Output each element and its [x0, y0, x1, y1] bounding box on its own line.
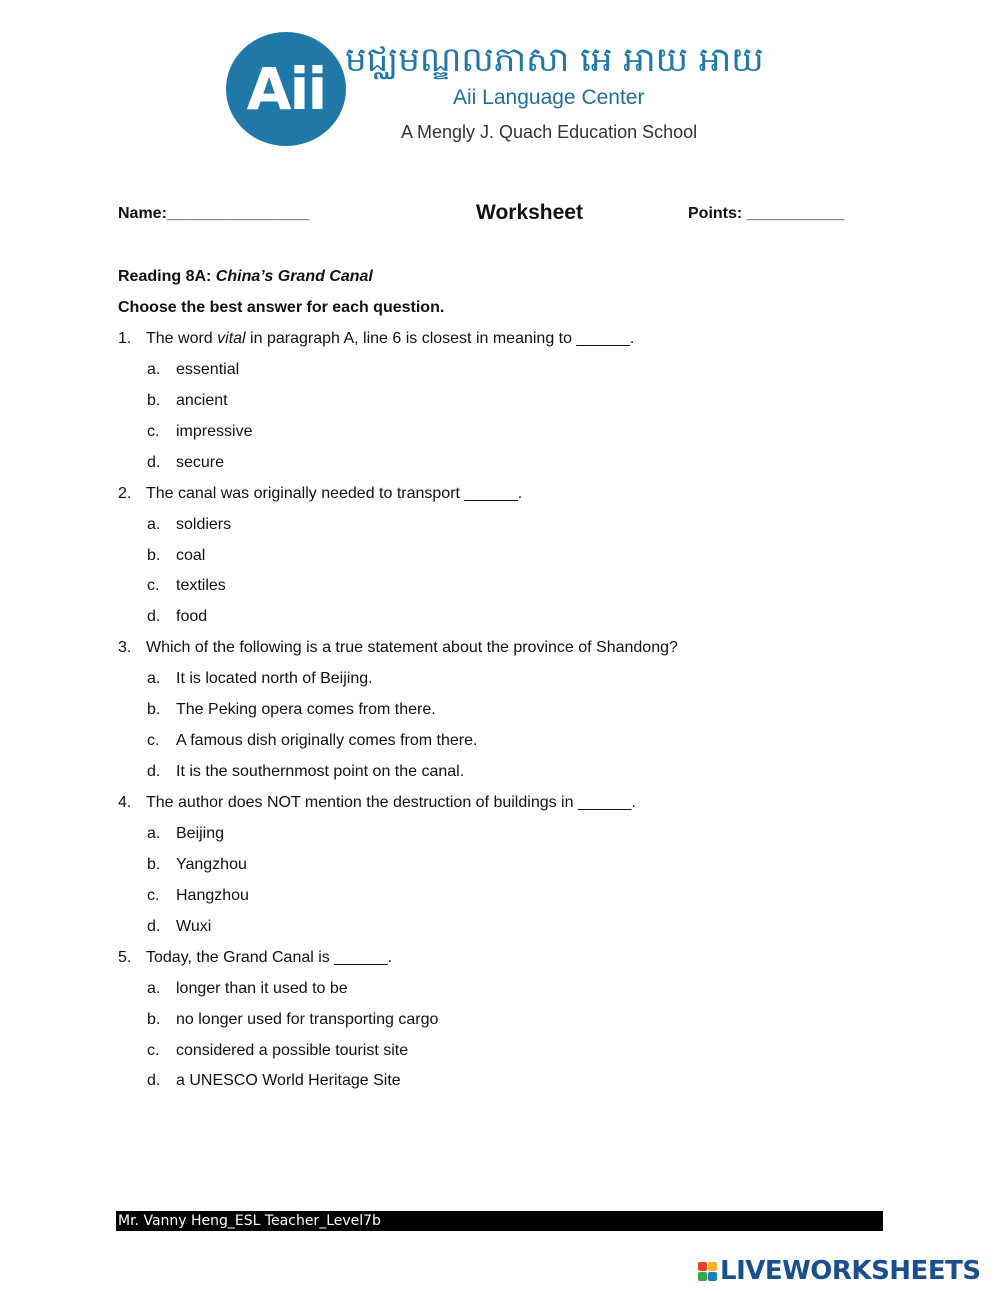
- question-text-end: in paragraph A, line 6 is closest in meaning to ______.: [245, 330, 635, 347]
- option-text: textiles: [176, 577, 226, 594]
- option-text: Yangzhou: [176, 856, 247, 873]
- question-number: 4.: [118, 794, 132, 811]
- reading-label: Reading 8A:: [118, 268, 216, 285]
- option-letter: c.: [147, 732, 160, 749]
- option-5c[interactable]: [147, 1042, 408, 1060]
- option-3c[interactable]: [147, 732, 477, 750]
- option-letter: b.: [147, 392, 161, 409]
- name-field: Name:________________: [118, 205, 310, 222]
- question-1: [118, 330, 634, 348]
- option-text: soldiers: [176, 516, 232, 533]
- option-letter: c.: [147, 1042, 160, 1059]
- option-text: Hangzhou: [176, 887, 249, 904]
- option-letter: b.: [147, 856, 161, 873]
- option-5d[interactable]: [147, 1072, 401, 1090]
- option-letter: d.: [147, 608, 161, 625]
- option-4c[interactable]: [147, 887, 249, 905]
- option-letter: c.: [147, 577, 160, 594]
- logo-text: Aii: [246, 55, 326, 123]
- option-3d[interactable]: [147, 763, 464, 781]
- school-logo: [226, 32, 346, 146]
- reading-title: [118, 268, 373, 286]
- option-text: longer than it used to be: [176, 980, 348, 997]
- option-1c[interactable]: [147, 423, 252, 441]
- option-3a[interactable]: [147, 670, 373, 688]
- option-1b[interactable]: [147, 392, 228, 410]
- option-5a[interactable]: [147, 980, 348, 998]
- option-letter: b.: [147, 1011, 161, 1028]
- reading-name: China’s Grand Canal: [215, 268, 373, 285]
- option-text: considered a possible tourist site: [176, 1042, 409, 1059]
- page-title: Worksheet: [476, 201, 583, 224]
- liveworksheets-logo[interactable]: [698, 1256, 981, 1286]
- option-letter: d.: [147, 763, 161, 780]
- option-text: essential: [176, 361, 240, 378]
- option-text: impressive: [176, 423, 253, 440]
- question-text: Which of the following is a true statement about the province of Shandong?: [146, 639, 678, 656]
- option-letter: d.: [147, 454, 161, 471]
- option-text: ancient: [176, 392, 228, 409]
- option-text: Beijing: [176, 825, 225, 842]
- option-text: The Peking opera comes from there.: [176, 701, 436, 718]
- question-keyword: vital: [217, 330, 246, 347]
- option-text: food: [176, 608, 208, 625]
- question-4: [118, 794, 636, 812]
- option-text: secure: [176, 454, 225, 471]
- option-2c[interactable]: [147, 577, 226, 595]
- option-letter: d.: [147, 918, 161, 935]
- option-text: coal: [176, 547, 206, 564]
- option-text: It is located north of Beijing.: [176, 670, 373, 687]
- option-1a[interactable]: [147, 361, 239, 379]
- option-1d[interactable]: [147, 454, 224, 472]
- question-text-start: The word: [146, 330, 218, 347]
- option-letter: c.: [147, 423, 160, 440]
- option-letter: a.: [147, 361, 161, 378]
- question-text: The canal was originally needed to transport ______.: [146, 485, 523, 502]
- question-5: [118, 949, 392, 967]
- option-letter: d.: [147, 1072, 161, 1089]
- option-letter: a.: [147, 825, 161, 842]
- question-number: 1.: [118, 330, 132, 347]
- option-4a[interactable]: [147, 825, 224, 843]
- option-letter: a.: [147, 516, 161, 533]
- option-text: no longer used for transporting cargo: [176, 1011, 439, 1028]
- question-number: 2.: [118, 485, 132, 502]
- center-name: Aii Language Center: [453, 86, 645, 109]
- question-number: 3.: [118, 639, 132, 656]
- option-5b[interactable]: [147, 1011, 438, 1029]
- option-text: It is the southernmost point on the canal.: [176, 763, 465, 780]
- liveworksheets-wordmark: LIVEWORKSHEETS: [720, 1256, 981, 1286]
- option-letter: b.: [147, 701, 161, 718]
- liveworksheets-icon: [698, 1262, 717, 1281]
- option-2b[interactable]: [147, 547, 205, 565]
- question-3: [118, 639, 678, 657]
- option-2d[interactable]: [147, 608, 207, 626]
- points-field: Points: ___________: [688, 205, 845, 222]
- footer-teacher-bar: Mr. Vanny Heng_ESL Teacher_Level7b: [116, 1211, 883, 1231]
- school-name: A Mengly J. Quach Education School: [401, 122, 698, 142]
- option-4d[interactable]: [147, 918, 211, 936]
- question-text: Today, the Grand Canal is ______.: [146, 949, 393, 966]
- instructions: Choose the best answer for each question.: [118, 299, 445, 316]
- option-letter: b.: [147, 547, 161, 564]
- question-2: [118, 485, 522, 503]
- option-letter: a.: [147, 980, 161, 997]
- option-4b[interactable]: [147, 856, 247, 874]
- option-letter: c.: [147, 887, 160, 904]
- khmer-school-name: មជ្ឈមណ្ឌលភាសា អេ អាយ អាយ: [345, 40, 764, 80]
- question-number: 5.: [118, 949, 132, 966]
- option-3b[interactable]: [147, 701, 436, 719]
- option-text: Wuxi: [176, 918, 212, 935]
- option-text: A famous dish originally comes from there.: [176, 732, 478, 749]
- option-letter: a.: [147, 670, 161, 687]
- option-text: a UNESCO World Heritage Site: [176, 1072, 401, 1089]
- question-text: The author does NOT mention the destruction of buildings in ______.: [146, 794, 636, 811]
- option-2a[interactable]: [147, 516, 231, 534]
